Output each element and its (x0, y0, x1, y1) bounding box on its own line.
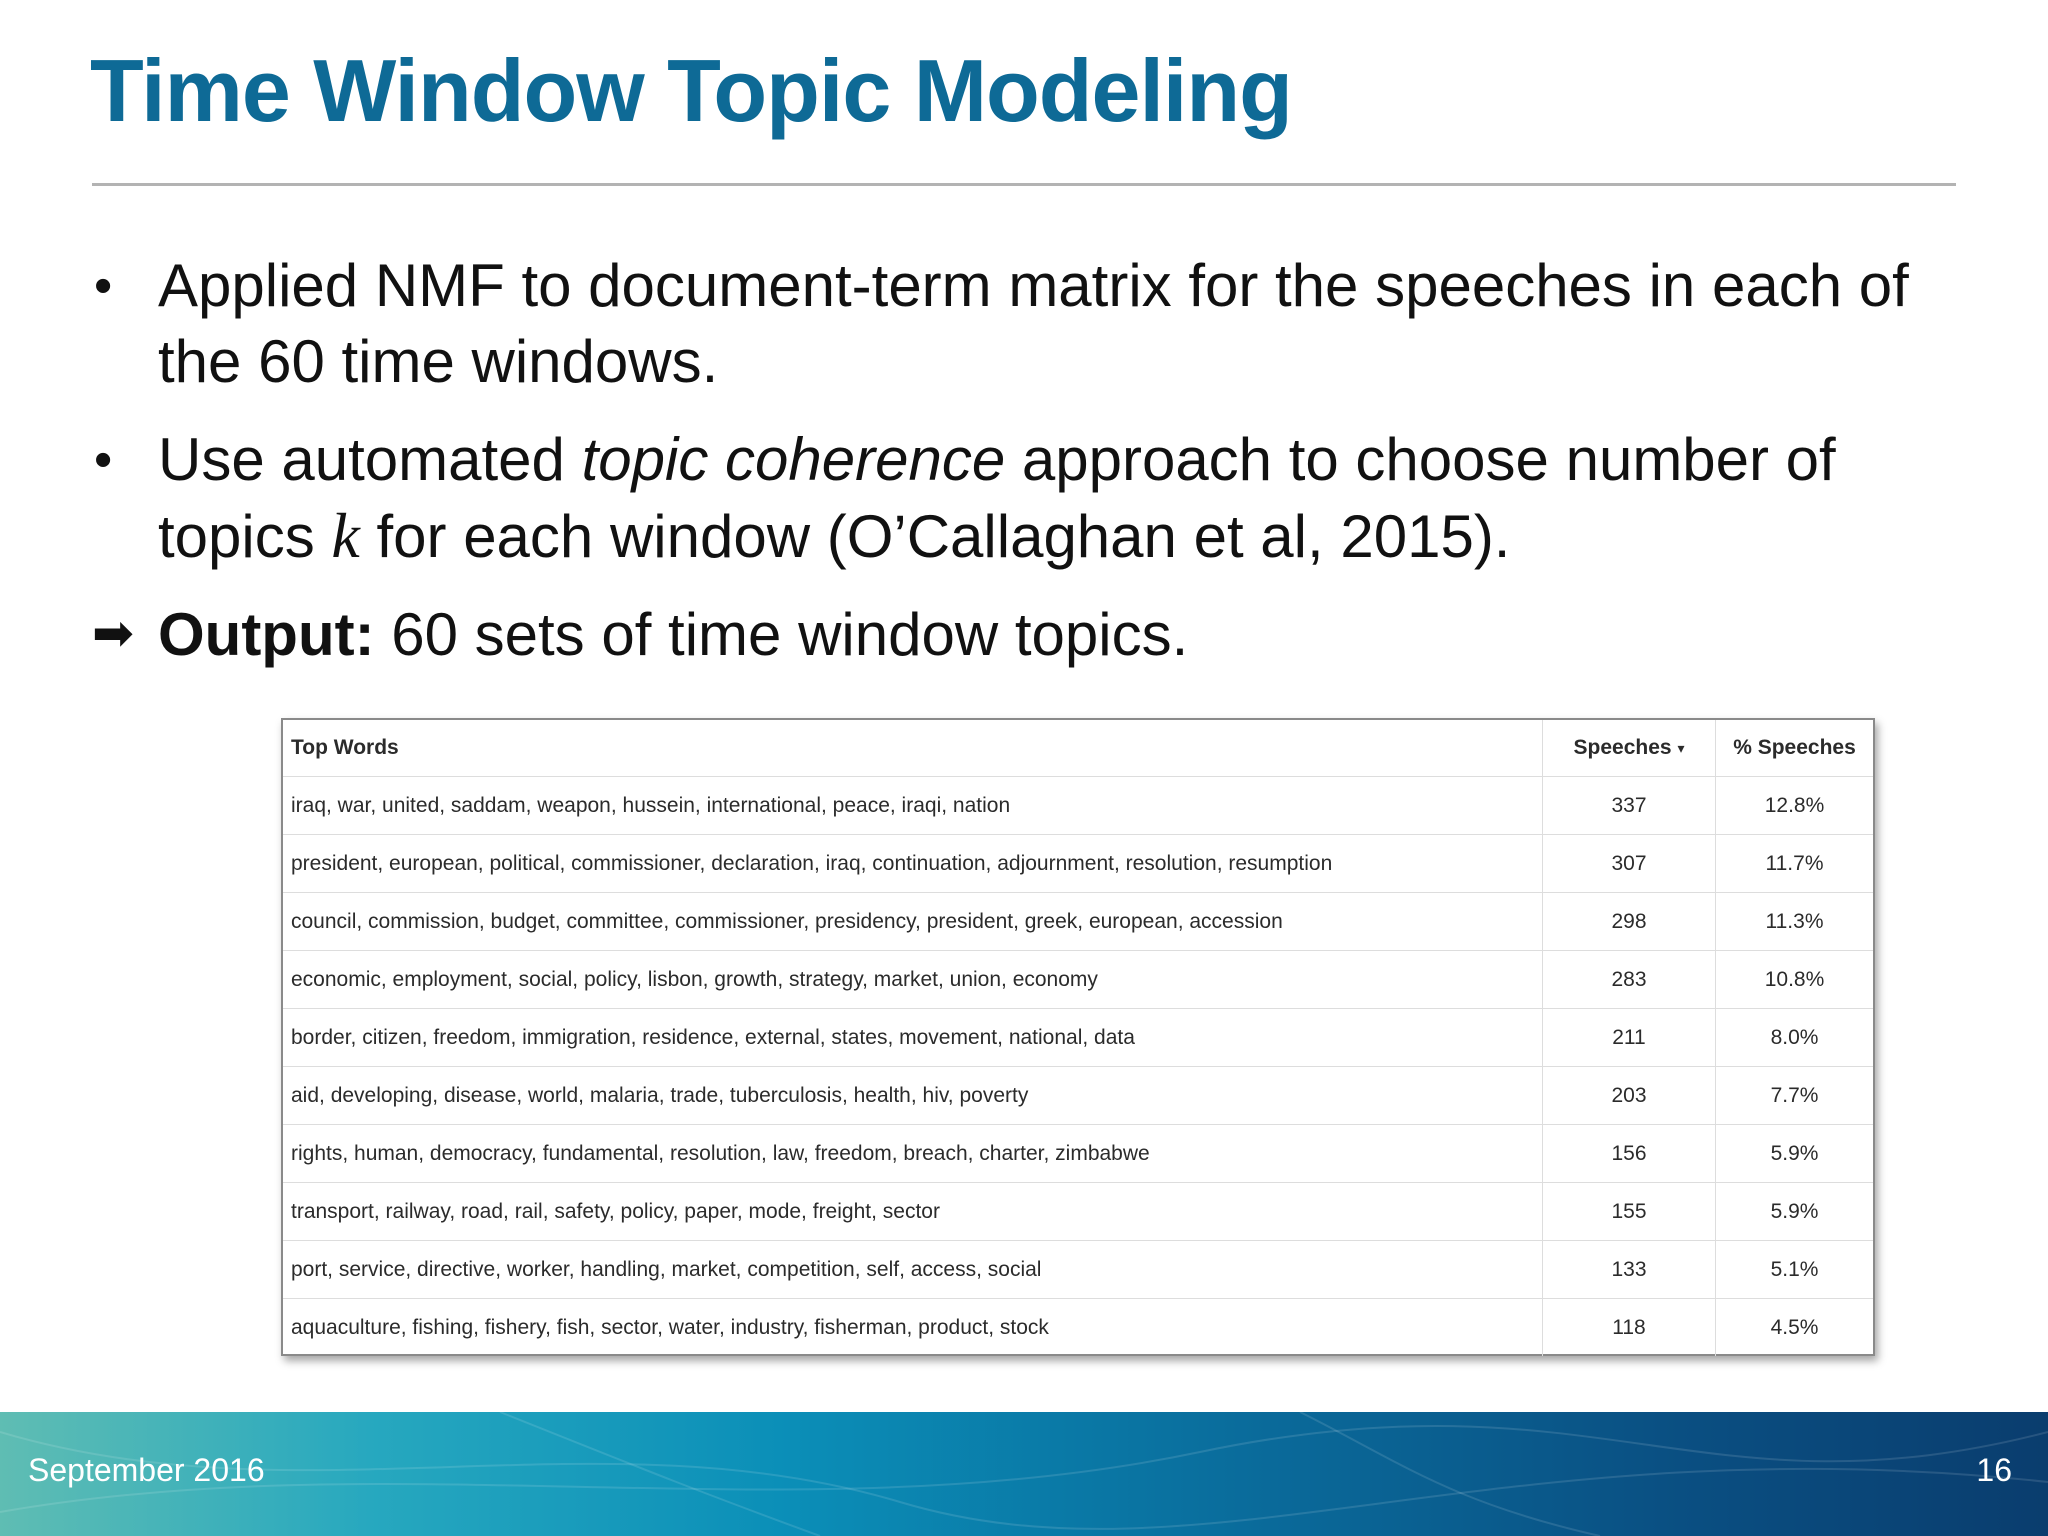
table-row (283, 777, 1873, 835)
bullet-dot-icon: • (94, 257, 113, 315)
bullet-dot-icon: • (94, 431, 113, 489)
cell-speeches: 133 (1543, 1241, 1716, 1299)
bullet-text: 60 sets of time window topics. (374, 601, 1189, 668)
footer-curve-1 (0, 1432, 2048, 1529)
table-row (283, 893, 1873, 951)
cell-speeches: 298 (1543, 893, 1716, 951)
cell-top-words: council, commission, budget, committee, commissioner, presidency, president, greek, european, accession (283, 893, 1543, 951)
slide-title: Time Window Topic Modeling (90, 41, 1292, 140)
cell-top-words: rights, human, democracy, fundamental, resolution, law, freedom, breach, charter, zimbabwe (283, 1125, 1543, 1183)
column-header-top-words[interactable]: Top Words (283, 720, 1543, 777)
cell-pct-speeches: 4.5% (1770, 1315, 1819, 1339)
bullet-text: Applied NMF to document-term matrix for the speeches in each of the 60 time windows. (158, 252, 1909, 395)
table-row (283, 1125, 1873, 1183)
bullet-bold-label: Output: (158, 601, 375, 668)
cell-pct-speeches: 12.8% (1716, 777, 1874, 835)
cell-pct-speeches: 11.3% (1716, 893, 1874, 951)
bullet-list (92, 248, 1992, 695)
cell-top-words: economic, employment, social, policy, lisbon, growth, strategy, market, union, economy (283, 951, 1543, 1009)
table-row (283, 1299, 1873, 1357)
cell-speeches: 155 (1543, 1183, 1716, 1241)
sort-caret-icon: ▾ (1677, 739, 1685, 756)
footer-bar (0, 1412, 2048, 1536)
bullet-item-output (92, 597, 1992, 673)
cell-pct-speeches: 11.7% (1716, 835, 1874, 893)
column-header-pct-speeches[interactable]: % Speeches (1716, 720, 1874, 777)
title-divider (92, 183, 1956, 186)
table-row (283, 1067, 1873, 1125)
topics-table-container (281, 718, 1875, 1356)
cell-top-words: aquaculture, fishing, fishery, fish, sector, water, industry, fisherman, product, stock (283, 1299, 1543, 1357)
bullet-text-before: Use automated (158, 426, 582, 493)
bullet-text-after: for each window (O’Callaghan et al, 2015). (359, 503, 1511, 570)
math-k: k (331, 500, 360, 571)
cell-top-words: aid, developing, disease, world, malaria, trade, tuberculosis, health, hiv, poverty (283, 1067, 1543, 1125)
table-row (283, 835, 1873, 893)
bullet-item-nmf (92, 248, 1992, 400)
cell-speeches: 118 (1543, 1299, 1716, 1357)
table-row (283, 1183, 1873, 1241)
bullet-text-italic: topic coherence (581, 426, 1006, 493)
page-number: 16 (1976, 1452, 2012, 1488)
cell-top-words: iraq, war, united, saddam, weapon, hussein, international, peace, iraqi, nation (283, 777, 1543, 835)
table-row (283, 1241, 1873, 1299)
cell-top-words: president, european, political, commissioner, declaration, iraq, continuation, adjournment, resolution, resumption (283, 835, 1543, 893)
bullet-text-middle: approach to choose number of topics (158, 426, 1836, 570)
cell-top-words: port, service, directive, worker, handling, market, competition, self, access, social (283, 1241, 1543, 1299)
table-row (283, 1009, 1873, 1067)
table-header-row (283, 720, 1873, 777)
cell-top-words: border, citizen, freedom, immigration, residence, external, states, movement, national, data (283, 1009, 1543, 1067)
table-row (283, 951, 1873, 1009)
cell-top-words: transport, railway, road, rail, safety, policy, paper, mode, freight, sector (283, 1183, 1543, 1241)
cell-speeches: 283 (1543, 951, 1716, 1009)
cell-speeches: 307 (1543, 835, 1716, 893)
column-header-speeches-label: Speeches (1573, 736, 1672, 759)
bullet-item-coherence (92, 422, 1992, 575)
cell-speeches: 337 (1543, 777, 1716, 835)
cell-pct-speeches: 5.1% (1716, 1241, 1874, 1299)
topics-table (283, 720, 1873, 1356)
cell-speeches: 203 (1543, 1067, 1716, 1125)
footer-decoration (0, 1412, 2048, 1536)
cell-pct-speeches: 8.0% (1716, 1009, 1874, 1067)
cell-pct-speeches: 5.9% (1716, 1125, 1874, 1183)
cell-speeches: 211 (1543, 1009, 1716, 1067)
column-header-speeches[interactable] (1543, 720, 1716, 777)
footer-date: September 2016 (28, 1452, 265, 1488)
cell-pct-speeches: 10.8% (1716, 951, 1874, 1009)
arrow-right-icon: ➡ (92, 605, 134, 661)
cell-speeches: 156 (1543, 1125, 1716, 1183)
cell-pct-speeches: 7.7% (1716, 1067, 1874, 1125)
cell-pct-speeches: 5.9% (1716, 1183, 1874, 1241)
